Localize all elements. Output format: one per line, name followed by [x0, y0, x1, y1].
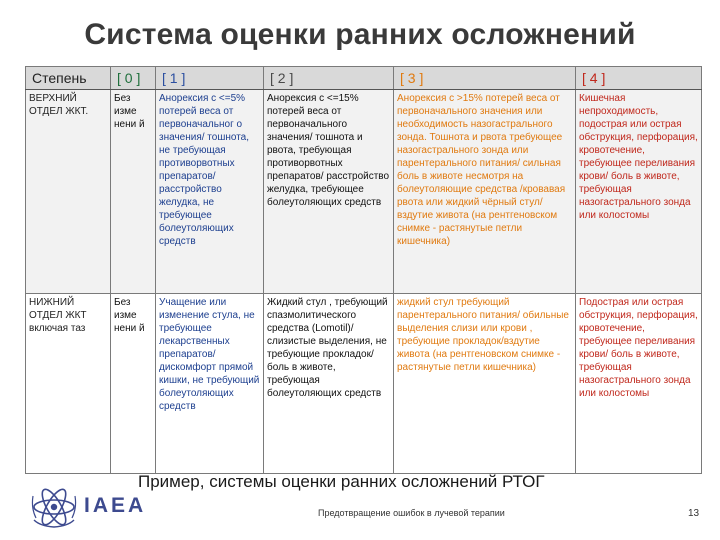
- header-grade-3: [ 3 ]: [394, 67, 576, 90]
- cell-grade-4: Подострая или острая обструкция, перфорация, кровотечение, требующее переливания крови/ боль в животе, требующая назогастрального зонда или колостомы: [576, 294, 702, 474]
- footer-text: Предотвращение ошибок в лучевой терапии: [318, 508, 505, 518]
- page-number: 13: [688, 508, 700, 519]
- org-name: IAEA: [84, 494, 147, 517]
- header-grade: Степень: [26, 67, 111, 90]
- cell-grade-3: Анорексия с >15% потерей веса от первоначального значения или необходимость назогастрального зонда. Тошнота и рвота требующее назогастрального зонда или парентерального питания/ сильная боль в животе несмотря на болеутоляющие средства /кровавая рвота или жидкий чёрный стул/ вздутие живота (на рентгеновском снимке - растянутые петли кишечника): [394, 90, 576, 294]
- cell-grade-0: Без изме нени й: [111, 294, 156, 474]
- cell-grade-1: Анорексия с <=5% потерей веса от первоначальног о значения/ тошнота, не требующая противорвотных препаратов/ расстройство желудка, не требующее болеутоляющих средств: [156, 90, 264, 294]
- table-header-row: [26, 67, 702, 90]
- cell-grade-2: Анорексия с <=15% потерей веса от первоначального значения/ тошнота и рвота, требующая противорвотных препаратов/ расстройство желудка, требующее болеутоляющих средств: [264, 90, 394, 294]
- page-title: Система оценки ранних осложнений: [84, 18, 636, 51]
- cell-grade-1: Учащение или изменение стула, не требующее лекарственных препаратов/ дискомфорт прямой кишки, не требующий болеутоляющих средств: [156, 294, 264, 474]
- caption: Пример, системы оценки ранних осложнений РТОГ: [138, 472, 545, 491]
- row-label-upper-gi: ВЕРХНИЙ ОТДЕЛ ЖКТ.: [26, 90, 111, 294]
- header-grade-2: [ 2 ]: [264, 67, 394, 90]
- header-grade-4: [ 4 ]: [576, 67, 702, 90]
- cell-grade-4: Кишечная непроходимость, подострая или острая обструкция, перфорация, кровотечение, требующее переливания крови/ боль в животе, требующая назогастрального зонда или колостомы: [576, 90, 702, 294]
- cell-grade-0: Без изме нени й: [111, 90, 156, 294]
- table-row: [26, 294, 702, 474]
- header-grade-0: [ 0 ]: [111, 67, 156, 90]
- table-row: [26, 90, 702, 294]
- cell-grade-3: жидкий стул требующий парентерального питания/ обильные выделения слизи или крови , требующие прокладок/вздутие живота (на рентгеновском снимке - растянутые петли кишечника): [394, 294, 576, 474]
- grading-table: [25, 66, 702, 474]
- iaea-logo-icon: [30, 486, 78, 528]
- header-grade-1: [ 1 ]: [156, 67, 264, 90]
- cell-grade-2: Жидкий стул , требующий спазмолитического средства (Lomotil)/ слизистые выделения, не требующие прокладок/ боль в животе, требующая болеутоляющих средств: [264, 294, 394, 474]
- row-label-lower-gi: НИЖНИЙ ОТДЕЛ ЖКТ включая таз: [26, 294, 111, 474]
